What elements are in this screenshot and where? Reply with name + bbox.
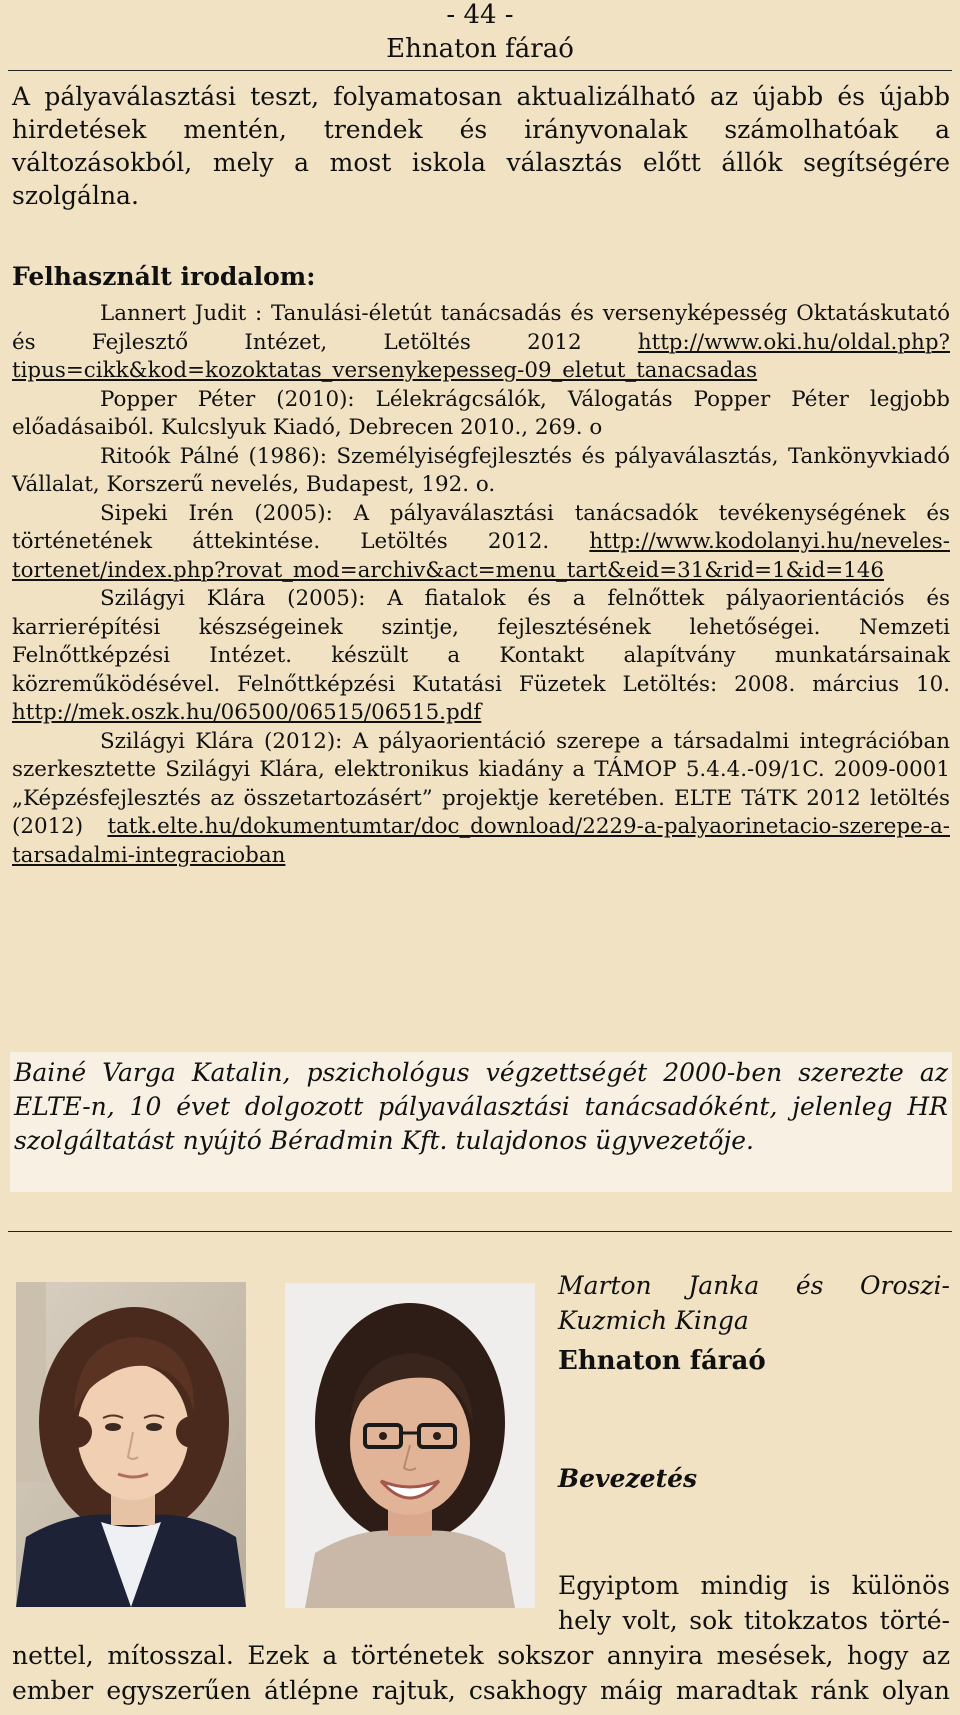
reference-text: Sipeki Irén (2005): A pályaválasztási tanácsadók tevékenységének és történetének áttekintése. Letöltés 2012. [12, 500, 950, 554]
running-title: Ehnaton fáraó [386, 34, 574, 64]
reference-link[interactable]: http://www.kodolanyi.hu/neveles-tortenet/index.php?rovat_mod=archiv&act=menu_tart&eid=31&rid=1&id=146 [12, 529, 950, 583]
reference-link[interactable]: tatk.elte.hu/dokumentumtar/doc_download/2229-a-palyaorinetacio-szerepe-a-tarsadalmi-integracioban [12, 814, 950, 868]
reference-text: Szilágyi Klára (2005): A fiatalok és a felnőttek pályaorientációs és karrierépítési készségeinek szintje, fejlesztésének lehetőségei. Nemzeti Felnőttképzési Intézet. készült a Kontakt alapítvány munkatársainak közreműködésével. Felnőttképzési Kutatási Füzetek Letöltés: 2008. március 10. [12, 586, 950, 697]
header-divider [8, 70, 952, 71]
author-photo-1 [16, 1282, 246, 1607]
reference-item [12, 386, 950, 443]
section-heading: Bevezetés [558, 1464, 698, 1493]
author-bio-box: Bainé Varga Katalin, pszichológus végzettségét 2000-ben szerezte az ELTE-n, 10 évet dolgozott pályaválasztási tanácsadóként, jelenleg HR szolgáltatást nyújtó Béradmin Kft. tulajdonos ügyvezetője. [10, 1052, 952, 1192]
reference-item [12, 500, 950, 586]
reference-text: Szilágyi Klára (2012): A pályaorientáció szerepe a társadalmi integrációban szerkesztette Szilágyi Klára, elektronikus kiadány a TÁMOP 5.4.4.-09/1C. 2009-0001 „Képzésfejlesztés az összetartozásért” projektje keretében. ELTE TáTK 2012 letöltés (2012) [12, 728, 950, 839]
reference-item [12, 728, 950, 871]
body-line: hely volt, sok titokzatos törté- [558, 1606, 950, 1635]
references-title: Felhasznált irodalom: [12, 262, 316, 291]
body-line: ember egyszerűen átlépne rajtuk, csakhogy máig maradtak ránk olyan [12, 1676, 950, 1705]
references-list [12, 300, 950, 870]
reference-text: Ritoók Pálné (1986): Személyiségfejlesztés és pályaválasztás, Tankönyvkiadó Vállalat, Korszerű nevelés, Budapest, 192. o. [12, 443, 950, 497]
reference-link[interactable]: http://www.oki.hu/oldal.php?tipus=cikk&kod=kozoktatas_versenykepesseg-09_eletut_tanacsadas [12, 329, 950, 383]
body-line: Egyiptom mindig is különös [558, 1571, 950, 1600]
author-photo-2 [285, 1283, 535, 1608]
reference-text: Lannert Judit : Tanulási-életút tanácsadás és versenyképesség Oktatáskutató és Fejlesztő Intézet, Letöltés 2012 [12, 301, 950, 355]
reference-text: Popper Péter (2010): Lélekrágcsálók, Válogatás Popper Péter legjobb előadásaiból. Kulcslyuk Kiadó, Debrecen 2010., 269. o [12, 386, 950, 440]
reference-item [12, 585, 950, 728]
reference-item [12, 443, 950, 500]
article-body [12, 1568, 950, 1708]
section-divider [8, 1231, 952, 1232]
reference-item [12, 300, 950, 386]
article-authors: Marton Janka és Oroszi-Kuzmich Kinga [558, 1271, 950, 1335]
body-line: nettel, mítosszal. Ezek a történetek sokszor annyira mesések, hogy az [12, 1641, 950, 1670]
page-number: - 44 - [446, 0, 514, 30]
article-title: Ehnaton fáraó [558, 1346, 766, 1376]
reference-link[interactable]: http://mek.oszk.hu/06500/06515/06515.pdf [12, 700, 482, 725]
intro-paragraph: A pályaválasztási teszt, folyamatosan aktualizálható az újabb és újabb hirdetések mentén, trendek és irányvonalak számolhatóak a változásokból, mely a most iskola választás előtt állók segítségére szolgálna. [12, 82, 950, 210]
